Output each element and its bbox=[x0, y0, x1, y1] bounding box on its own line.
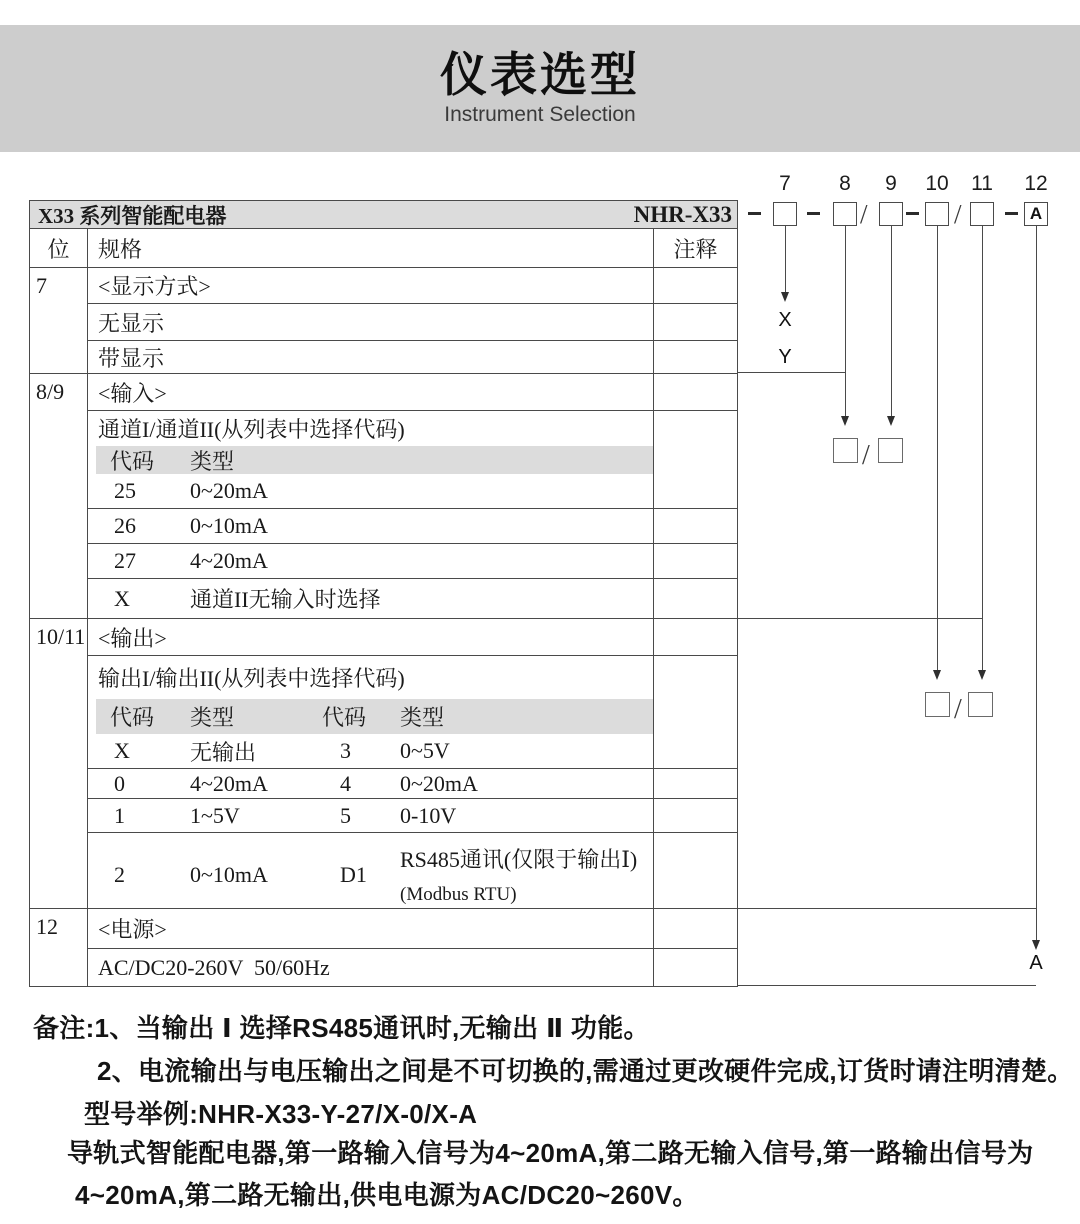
code-value: 2 bbox=[114, 861, 125, 887]
type-value: 0~10mA bbox=[190, 513, 268, 538]
table-row bbox=[88, 341, 737, 374]
pos-label-7: 7 bbox=[30, 268, 87, 374]
code-box-8 bbox=[833, 202, 857, 226]
sec1011-row-2d1 bbox=[88, 833, 653, 908]
note-line-1: 备注:1、当输出 Ⅰ 选择RS485通讯时,无输出 Ⅱ 功能。 bbox=[33, 1013, 650, 1043]
hdr-type: 类型 bbox=[190, 705, 235, 730]
pos-label-12: 12 bbox=[36, 914, 58, 939]
sec1011-row-04 bbox=[88, 769, 653, 798]
type-value: 0-10V bbox=[400, 802, 457, 828]
sec1011-row-x3 bbox=[88, 734, 653, 768]
note-cell bbox=[653, 656, 737, 699]
sec89-row-x bbox=[88, 579, 653, 618]
table-row bbox=[88, 579, 737, 619]
table-row bbox=[88, 474, 737, 509]
code-value: 27 bbox=[114, 548, 136, 573]
note-line-2: 2、电流输出与电压输出之间是不可切换的,需通过更改硬件完成,订货时请注明清楚。 bbox=[97, 1056, 1074, 1086]
note-cell bbox=[653, 699, 737, 734]
table-row bbox=[88, 619, 737, 656]
series-name: X33 系列智能配电器 bbox=[38, 203, 227, 228]
page-banner bbox=[0, 25, 1080, 152]
note-line-desc-1: 导轨式智能配电器,第一路输入信号为4~20mA,第二路无输入信号,第一路输出信号为 bbox=[67, 1138, 1034, 1168]
dash-separator bbox=[1005, 212, 1018, 215]
table-row bbox=[88, 949, 737, 986]
arrowhead bbox=[781, 292, 789, 302]
digit-label-7: 7 bbox=[779, 172, 791, 195]
note-cell bbox=[653, 374, 737, 410]
table-row bbox=[88, 656, 737, 699]
hdr-code: 代码 bbox=[110, 448, 155, 474]
type-value: 4~20mA bbox=[190, 770, 268, 796]
table-row bbox=[88, 734, 737, 769]
arrowhead bbox=[1032, 940, 1040, 950]
pos-label-10-11: 10/11 bbox=[30, 619, 87, 909]
display-code-y: Y bbox=[778, 346, 792, 368]
model-header-row bbox=[30, 201, 737, 229]
sec7-option-with-display: 带显示 bbox=[98, 345, 165, 371]
table-row bbox=[88, 799, 737, 833]
sec7-title: <显示方式> bbox=[98, 274, 211, 299]
page-title: 仪表选型 bbox=[440, 48, 640, 101]
section-boundary-extension bbox=[737, 372, 846, 373]
selection-table bbox=[29, 200, 738, 987]
type-value: 0~20mA bbox=[400, 770, 478, 796]
spec-column bbox=[88, 268, 737, 986]
type-value: 1~5V bbox=[190, 802, 240, 828]
gray-header-bar bbox=[96, 699, 653, 734]
code-box-9 bbox=[879, 202, 903, 226]
sec89-desc: 通道I/通道II(从列表中选择代码) bbox=[98, 417, 405, 442]
leader-line-9 bbox=[891, 226, 892, 416]
digit-label-9: 9 bbox=[885, 172, 897, 195]
note-cell bbox=[653, 909, 737, 948]
note-cell bbox=[653, 474, 737, 508]
sec89-row-26 bbox=[88, 509, 653, 543]
note-cell bbox=[653, 949, 737, 986]
note-cell bbox=[653, 799, 737, 832]
rs485-line: RS485通讯(仅限于输出Ⅰ) bbox=[400, 847, 638, 872]
leader-line-7 bbox=[785, 226, 786, 292]
type-value: 通道II无输入时选择 bbox=[190, 587, 381, 612]
dash-separator bbox=[748, 212, 761, 215]
code-value: 5 bbox=[340, 802, 351, 828]
table-row bbox=[88, 544, 737, 579]
arrowhead bbox=[887, 416, 895, 426]
type-value: 4~20mA bbox=[190, 548, 268, 573]
section-boundary-extension bbox=[737, 908, 1037, 909]
dash-separator bbox=[906, 212, 919, 215]
code-value: 4 bbox=[340, 770, 351, 796]
table-row bbox=[88, 304, 737, 341]
sec1011-title: <输出> bbox=[98, 625, 167, 651]
page-subtitle: Instrument Selection bbox=[444, 102, 636, 126]
code-value: 1 bbox=[114, 802, 125, 828]
leader-line-10 bbox=[937, 226, 938, 670]
sec1011-desc: 输出I/输出II(从列表中选择代码) bbox=[98, 666, 405, 691]
note-cell bbox=[653, 833, 737, 908]
note-cell bbox=[653, 579, 737, 618]
note-cell bbox=[653, 619, 737, 655]
section-boundary-extension bbox=[737, 985, 1036, 986]
code-value: D1 bbox=[340, 861, 367, 887]
slash-separator: / bbox=[862, 440, 870, 471]
type-value-multiline bbox=[400, 835, 653, 906]
col-header-pos: 位 bbox=[30, 229, 88, 267]
digit-label-8: 8 bbox=[839, 172, 851, 195]
note-cell bbox=[653, 304, 737, 340]
sec1011-codes-header bbox=[88, 699, 653, 734]
modbus-line: (Modbus RTU) bbox=[400, 884, 517, 905]
sec89-title: <输入> bbox=[98, 380, 167, 406]
hdr-code: 代码 bbox=[322, 705, 367, 730]
hdr-type: 类型 bbox=[400, 705, 445, 730]
table-row bbox=[88, 909, 737, 949]
output-code-box-1 bbox=[925, 692, 950, 717]
power-code-a: A bbox=[1029, 952, 1043, 974]
input-code-box-1 bbox=[833, 438, 858, 463]
note-cell bbox=[653, 734, 737, 768]
type-value: 0~10mA bbox=[190, 861, 268, 887]
note-cell bbox=[653, 509, 737, 543]
slash-separator: / bbox=[954, 199, 962, 229]
sec7-option-no-display: 无显示 bbox=[98, 310, 165, 336]
col-header-spec: 规格 bbox=[98, 236, 143, 262]
table-row bbox=[88, 509, 737, 544]
slash-separator: / bbox=[860, 199, 868, 229]
hdr-code: 代码 bbox=[110, 705, 155, 730]
note-cell bbox=[653, 544, 737, 578]
model-code: NHR-X33 bbox=[633, 201, 732, 227]
arrowhead bbox=[978, 670, 986, 680]
gray-header-bar bbox=[96, 446, 653, 474]
pos-label-8-9: 8/9 bbox=[30, 374, 87, 619]
input-code-box-2 bbox=[878, 438, 903, 463]
column-header-row bbox=[30, 229, 737, 268]
output-code-box-2 bbox=[968, 692, 993, 717]
note-cell bbox=[653, 268, 737, 303]
code-value: 26 bbox=[114, 513, 136, 538]
table-row bbox=[88, 374, 737, 411]
code-box-12-a: A bbox=[1024, 202, 1048, 226]
table-row bbox=[88, 699, 737, 734]
sec1011-row-15 bbox=[88, 799, 653, 832]
code-value: X bbox=[114, 738, 130, 763]
col-header-note: 注释 bbox=[653, 229, 737, 267]
digit-label-10: 10 bbox=[925, 172, 949, 195]
leader-line-11 bbox=[982, 226, 983, 670]
type-value: 0~5V bbox=[400, 738, 450, 763]
display-code-x: X bbox=[778, 309, 792, 331]
sec12-title: <电源> bbox=[98, 917, 167, 942]
note-line-desc-2: 4~20mA,第二路无输出,供电电源为AC/DC20~260V。 bbox=[75, 1180, 699, 1210]
sec89-codes-header bbox=[88, 446, 653, 474]
digit-label-12: 12 bbox=[1024, 172, 1048, 195]
note-cell bbox=[653, 341, 737, 373]
code-value: 0 bbox=[114, 770, 125, 796]
position-column bbox=[30, 268, 88, 986]
table-row bbox=[88, 833, 737, 909]
type-value: 0~20mA bbox=[190, 478, 268, 503]
code-box-7 bbox=[773, 202, 797, 226]
note-cell bbox=[653, 769, 737, 798]
note-cell bbox=[653, 411, 737, 446]
code-value: 3 bbox=[340, 738, 351, 763]
table-body bbox=[30, 268, 737, 986]
table-row bbox=[88, 446, 737, 474]
arrowhead bbox=[933, 670, 941, 680]
leader-line-12 bbox=[1036, 226, 1037, 940]
code-value: 25 bbox=[114, 478, 136, 503]
sec89-row-27 bbox=[88, 544, 653, 578]
note-cell bbox=[653, 446, 737, 474]
note-line-example: 型号举例:NHR-X33-Y-27/X-0/X-A bbox=[84, 1099, 478, 1129]
table-row bbox=[88, 268, 737, 304]
sec12-power-value: AC/DC20-260V 50/60Hz bbox=[98, 954, 330, 980]
arrowhead bbox=[841, 416, 849, 426]
dash-separator bbox=[807, 212, 820, 215]
code-box-11 bbox=[970, 202, 994, 226]
leader-line-8 bbox=[845, 226, 846, 416]
section-boundary-extension bbox=[737, 618, 982, 619]
digit-label-11: 11 bbox=[971, 172, 993, 195]
table-row bbox=[88, 769, 737, 799]
table-row bbox=[88, 411, 737, 446]
hdr-type: 类型 bbox=[190, 448, 235, 474]
sec89-row-25 bbox=[88, 474, 653, 508]
slash-separator: / bbox=[954, 694, 962, 725]
code-value: X bbox=[114, 585, 130, 611]
type-value: 无输出 bbox=[190, 739, 257, 765]
code-box-10 bbox=[925, 202, 949, 226]
